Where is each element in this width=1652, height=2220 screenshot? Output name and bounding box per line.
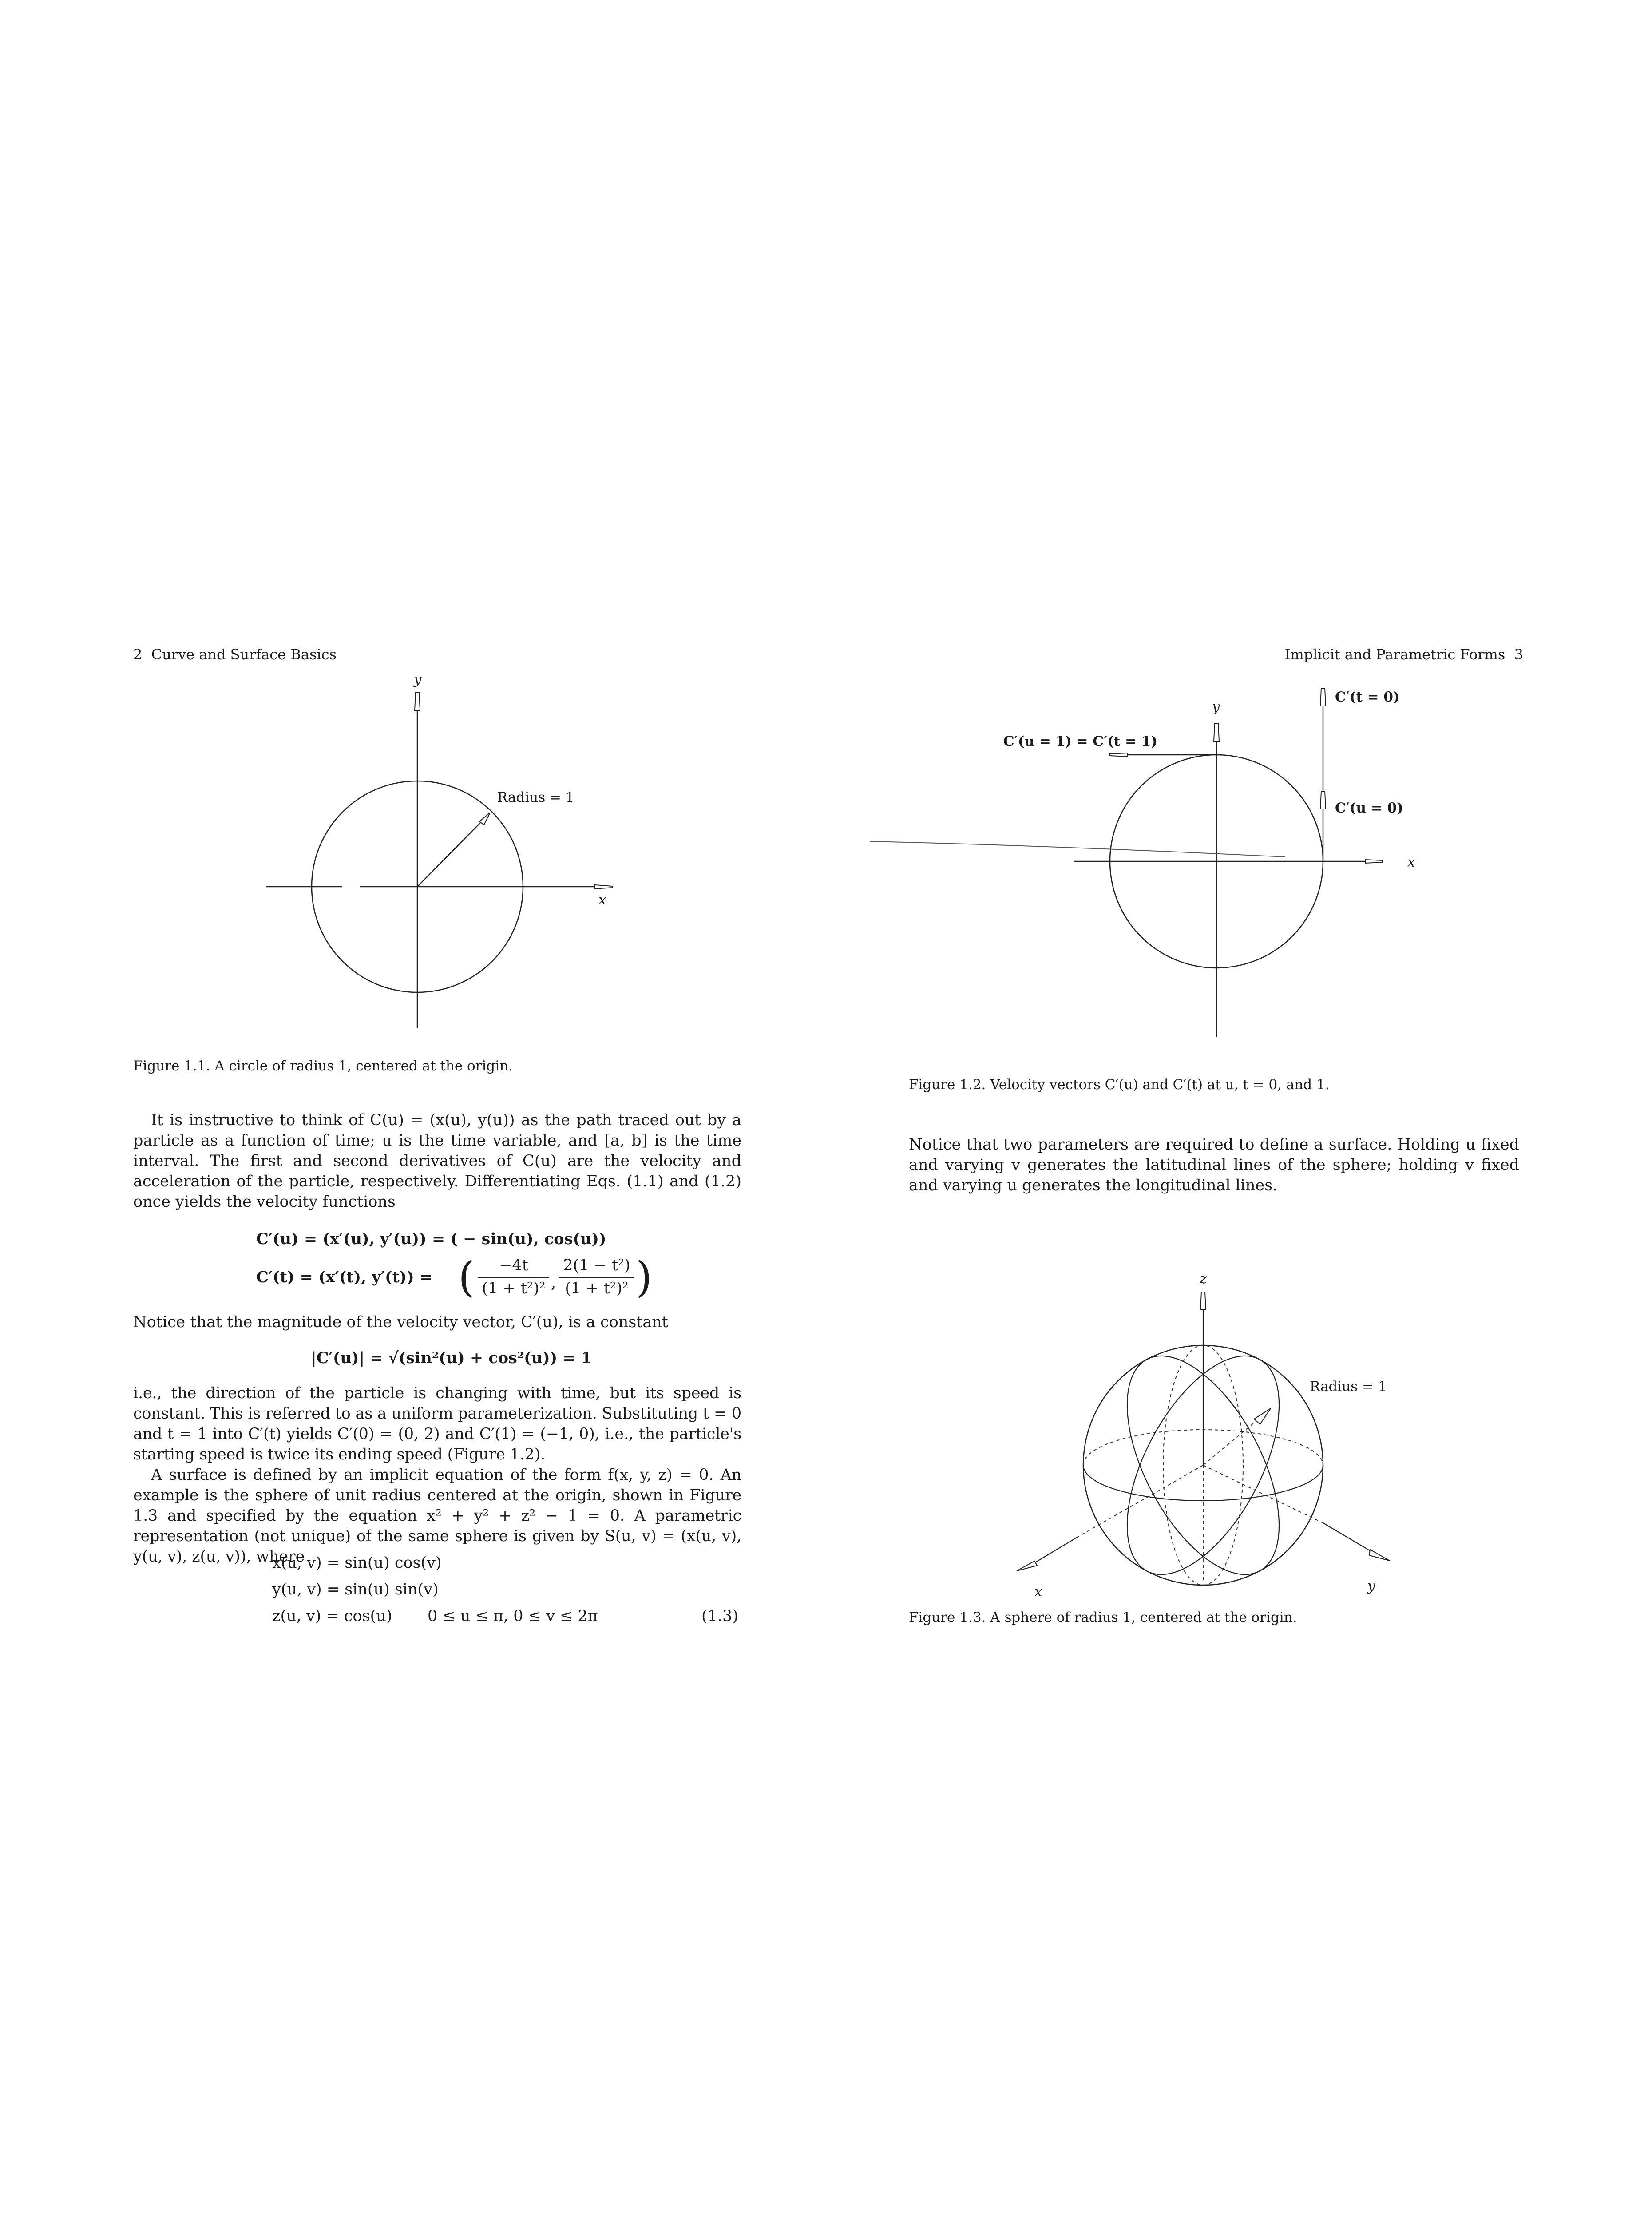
equation-close-paren: ) xyxy=(636,1253,653,1302)
equation-number: (1.3) xyxy=(701,1607,738,1625)
radius-arrowhead xyxy=(479,813,490,825)
fraction-1-numerator: −4t xyxy=(499,1257,528,1274)
figure-1-2-velocity-vectors xyxy=(870,675,1470,1043)
equation-z: z(u, v) = cos(u) xyxy=(272,1607,392,1625)
left-running-header xyxy=(133,646,337,663)
radius-line xyxy=(417,821,482,887)
vector-ct0-arrowhead xyxy=(1320,688,1326,706)
x-axis-arrowhead xyxy=(1365,860,1382,863)
curve-trace xyxy=(870,841,1285,857)
left-running-title: Curve and Surface Basics xyxy=(151,646,337,663)
x-axis-label: x xyxy=(1407,854,1415,870)
right-running-header xyxy=(1285,646,1523,663)
x-axis-label: x xyxy=(598,892,606,908)
y-axis-label: y xyxy=(1367,1578,1375,1594)
right-running-title: Implicit and Parametric Forms xyxy=(1284,646,1505,663)
equator-front xyxy=(1083,1465,1323,1501)
right-paragraph-1: Notice that two parameters are required to define a surface. Holding u fixed and varying v generates the latitudinal lines of the sphere; holding v fixed and varying u generates the longitudinal lines. xyxy=(909,1136,1519,1194)
left-paragraph-3-block xyxy=(133,1383,741,1567)
figure-1-2-caption: Figure 1.2. Velocity vectors C′(u) and C′(t) at u, t = 0, and 1. xyxy=(909,1077,1330,1093)
z-axis-label: z xyxy=(1200,1271,1207,1287)
z-axis-arrowhead xyxy=(1200,1292,1206,1310)
y-axis-label: y xyxy=(1212,699,1220,715)
left-paragraph-2: Notice that the magnitude of the velocity vector, C′(u), is a constant xyxy=(133,1313,668,1331)
label-ct0: C′(t = 0) xyxy=(1335,689,1400,705)
fraction-1-denominator: (1 + t²)² xyxy=(482,1280,546,1297)
equation-velocity-u: C′(u) = (x′(u), y′(u)) = ( − sin(u), cos(u)) xyxy=(256,1230,606,1248)
radius-label: Radius = 1 xyxy=(1310,1379,1387,1395)
right-page-number: 3 xyxy=(1514,646,1523,663)
y-axis-arrowhead xyxy=(1214,724,1219,741)
equation-x: x(u, v) = sin(u) cos(v) xyxy=(272,1554,442,1572)
figure-1-3-caption: Figure 1.3. A sphere of radius 1, centered at the origin. xyxy=(909,1610,1297,1625)
radius-line xyxy=(1203,1421,1256,1465)
vector-cu0-arrowhead xyxy=(1320,791,1326,809)
figure-1-3-sphere xyxy=(999,1252,1443,1652)
x-axis-arrowhead xyxy=(1017,1561,1037,1571)
left-page-number: 2 xyxy=(133,646,143,663)
equation-open-paren: ( xyxy=(458,1253,475,1302)
x-axis-arrowhead xyxy=(595,885,613,889)
right-body-text xyxy=(909,1134,1519,1196)
label-cu0: C′(u = 0) xyxy=(1335,800,1403,816)
vector-cu1-arrowhead xyxy=(1110,753,1128,757)
fraction-2-bar xyxy=(559,1277,634,1278)
y-axis-arrowhead xyxy=(415,693,420,710)
left-paragraph-1: It is instructive to think of C(u) = (x(u), y(u)) as the path traced out by a particle as a function of time; u is the time variable, and [a, b] is the time interval. The first and second derivatives of C(u) are the velocity and acceleration of the particle, respectively. Differentiating Eqs. (1.1) and (1.2) once yields the velocity functions xyxy=(133,1111,741,1211)
left-paragraph-4: A surface is defined by an implicit equation of the form f(x, y, z) = 0. An example is the sphere of unit radius centered at the origin, shown in Figure 1.3 and specified by the equation x² + y² + z² − 1 = 0. A parametric representation (not unique) of the same sphere is given by S(u, v) = (x(u, v), y(u, v), z(u, v)), where xyxy=(133,1466,741,1566)
x-axis xyxy=(1034,1536,1079,1563)
label-cu1-ct1: C′(u = 1) = C′(t = 1) xyxy=(1003,733,1158,749)
fraction-1-bar xyxy=(478,1277,549,1278)
equation-velocity-t-lhs: C′(t) = (x′(t), y′(t)) = xyxy=(256,1268,433,1286)
left-paragraph-3: i.e., the direction of the particle is changing with time, but its speed is constant. This is referred to as a uniform parameterization. Substituting t = 0 and t = 1 into C′(t) yields C′(0) = (0, 2) and C′(1) = (−1, 0), i.e., the particle's starting speed is twice its ending speed (Figure 1.2). xyxy=(133,1384,741,1463)
fraction-2-denominator: (1 + t²)² xyxy=(565,1280,629,1297)
y-axis xyxy=(1323,1523,1372,1552)
y-axis-arrowhead xyxy=(1369,1550,1390,1561)
fraction-2-numerator: 2(1 − t²) xyxy=(563,1257,630,1274)
fraction-separator: , xyxy=(551,1274,556,1292)
radius-label: Radius = 1 xyxy=(497,789,574,805)
equation-magnitude: |C′(u)| = √(sin²(u) + cos²(u)) = 1 xyxy=(311,1349,592,1367)
x-axis-label: x xyxy=(1034,1584,1042,1600)
left-paragraph-2-block xyxy=(133,1312,741,1332)
equation-z-range: 0 ≤ u ≤ π, 0 ≤ v ≤ 2π xyxy=(428,1607,598,1625)
figure-1-1-circle xyxy=(258,675,657,1030)
equation-y: y(u, v) = sin(u) sin(v) xyxy=(272,1581,439,1598)
figure-1-1-caption: Figure 1.1. A circle of radius 1, centered at the origin. xyxy=(133,1058,513,1074)
radius-arrowhead xyxy=(1254,1408,1271,1424)
left-body-text xyxy=(133,1110,741,1212)
y-axis-label: y xyxy=(414,675,422,687)
